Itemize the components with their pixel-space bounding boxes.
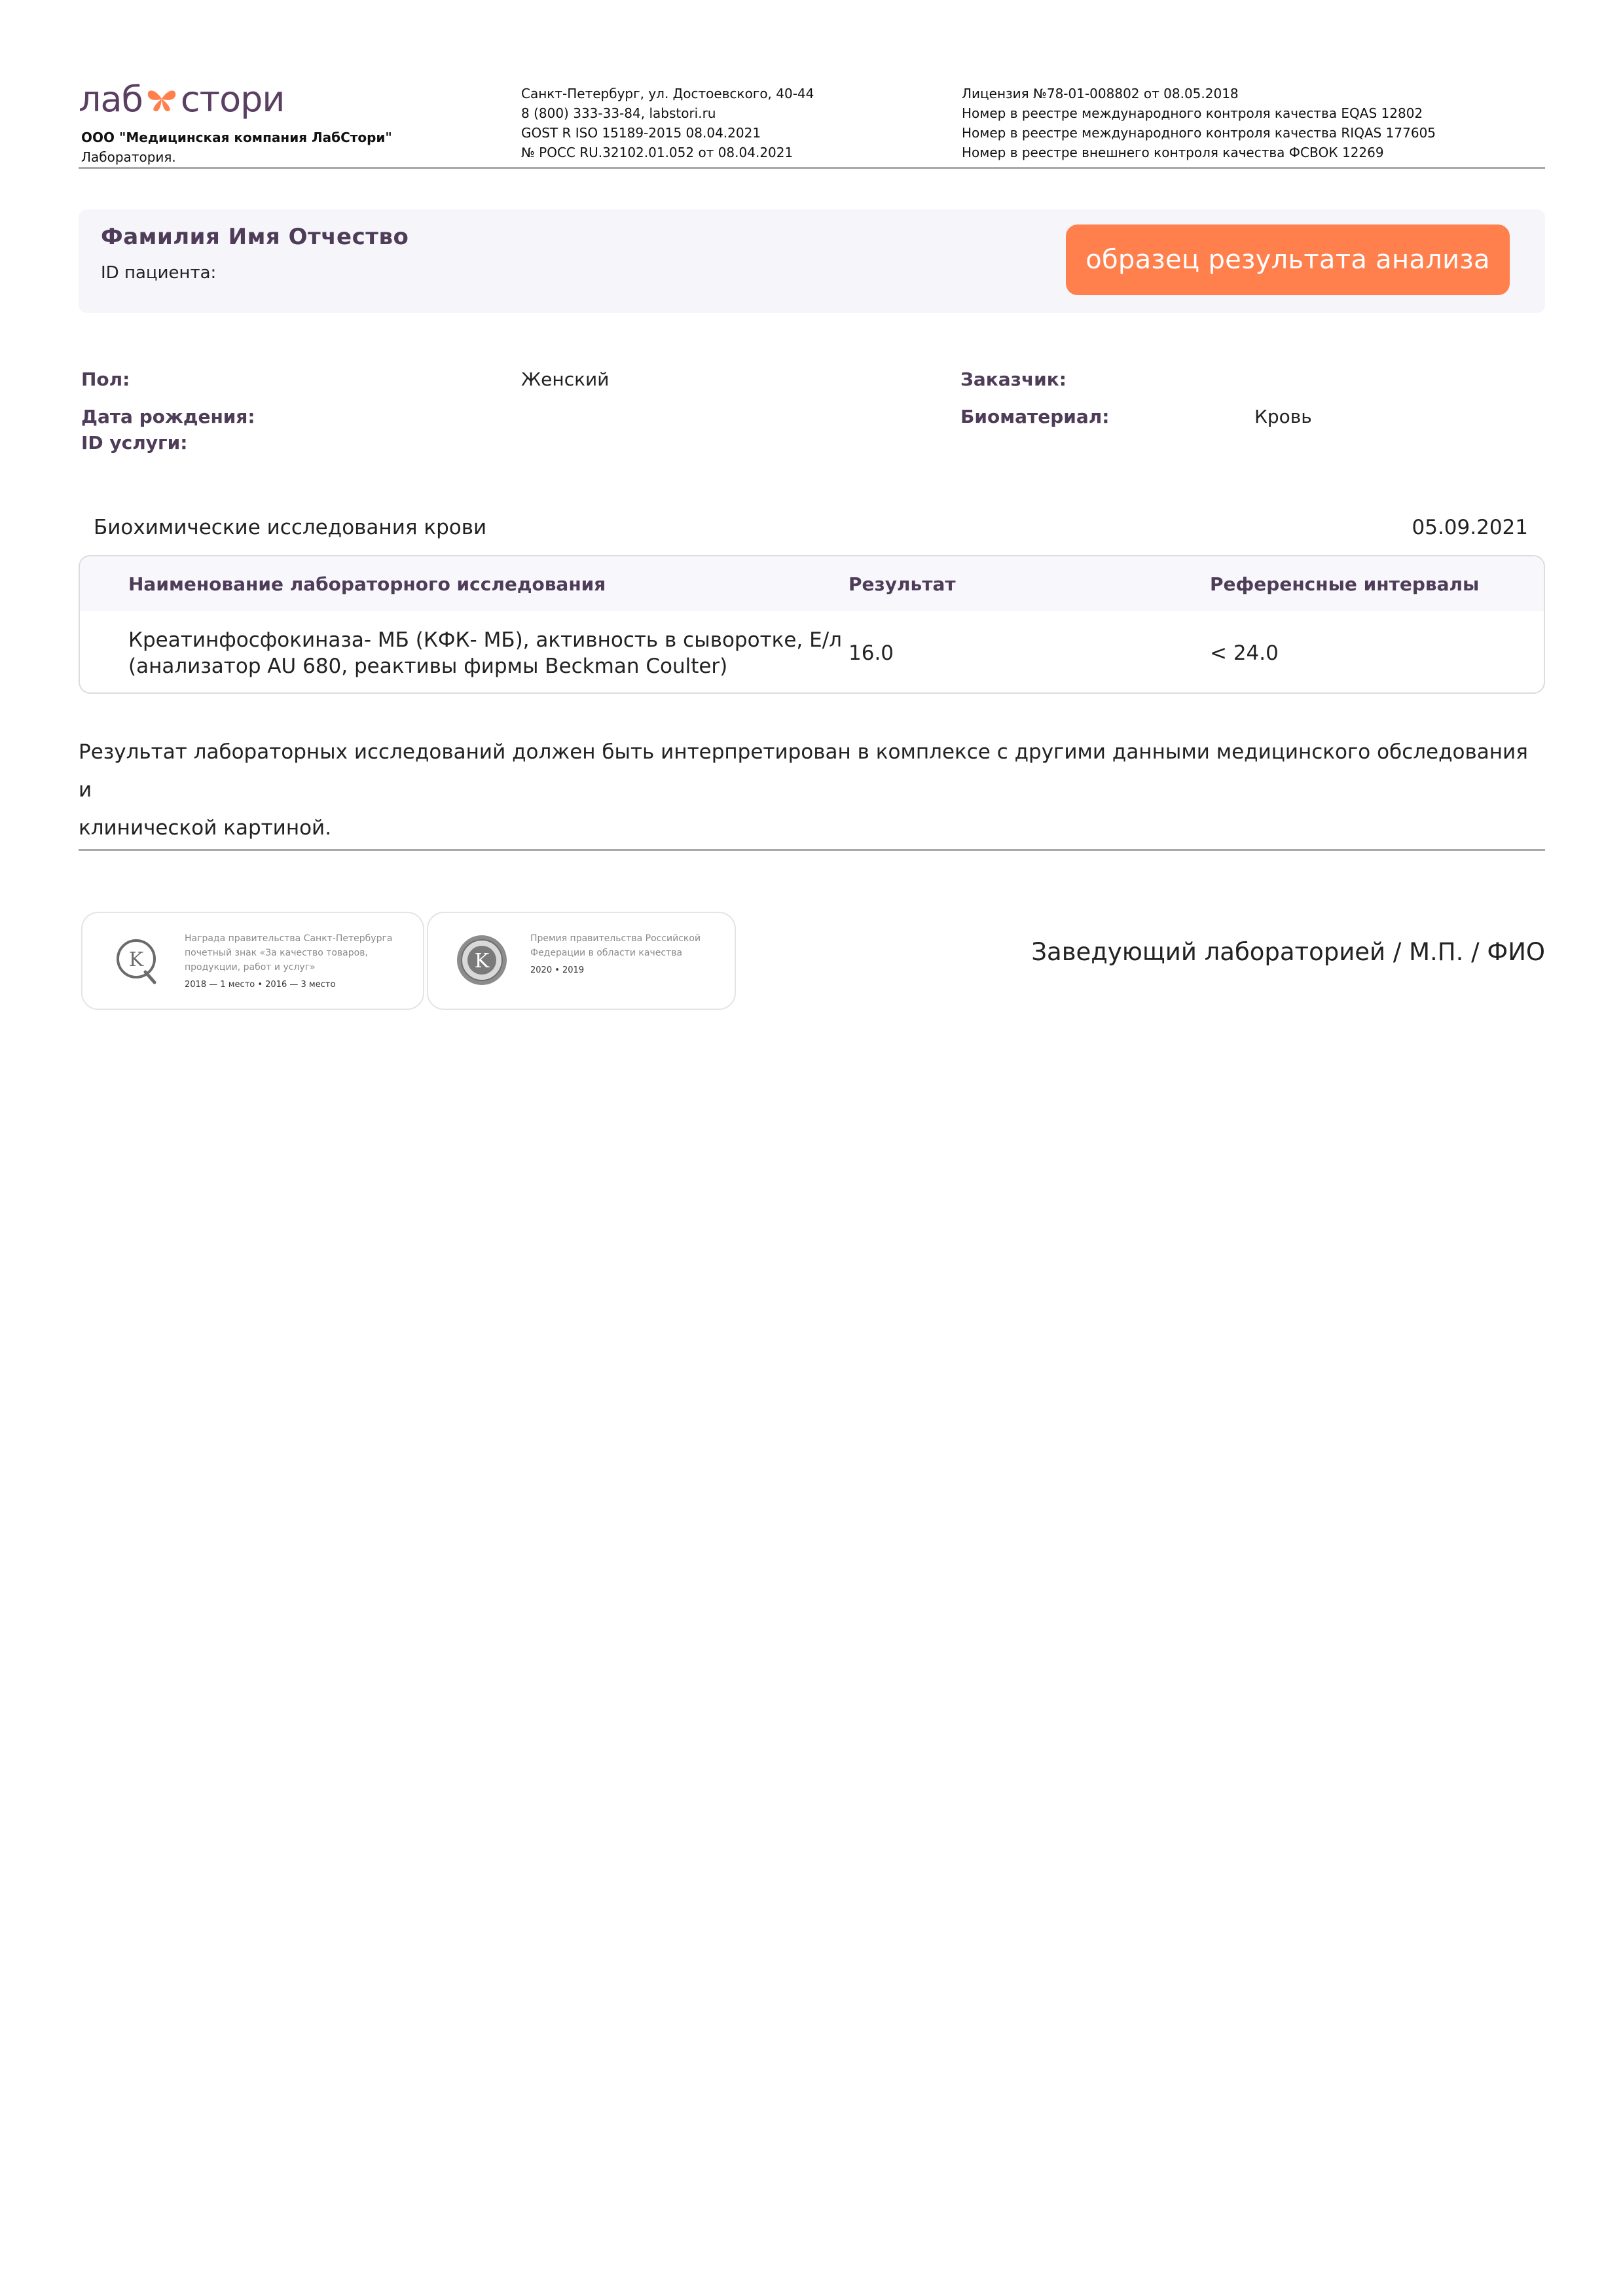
butterfly-logo-icon — [144, 81, 179, 117]
biomaterial-value: Кровь — [1254, 406, 1312, 427]
test-result: 16.0 — [848, 641, 894, 665]
quality-medal-icon — [453, 931, 511, 989]
sex-value: Женский — [521, 368, 610, 390]
award-text-line: Федерации в области качества — [530, 948, 683, 958]
logo-text-part2: стори — [180, 78, 285, 120]
customer-label: Заказчик: — [960, 368, 1067, 390]
license-line: Номер в реестре внешнего контроля качества ФСВОК 12269 — [962, 145, 1384, 160]
footer-divider — [79, 849, 1545, 851]
note-line: клинической картиной. — [79, 816, 332, 840]
test-name-line: Креатинфосфокиназа- МБ (КФК- МБ), активность в сыворотке, Е/л — [128, 628, 842, 652]
svg-text:K: K — [128, 948, 144, 971]
note-line: Результат лабораторных исследований должен быть интерпретирован в комплексе с другими данными медицинского обследования и — [79, 740, 1528, 802]
award-years: 2020 • 2019 — [530, 965, 585, 975]
sample-result-badge: образец результата анализа — [1066, 224, 1510, 295]
signature-line: Заведующий лабораторией / М.П. / ФИО — [1031, 938, 1545, 966]
contacts-column — [521, 84, 814, 162]
license-line: Лицензия №78-01-008802 от 08.05.2018 — [962, 86, 1239, 101]
report-header — [79, 72, 1545, 169]
biomaterial-label: Биоматериал: — [960, 406, 1110, 427]
results-table — [79, 555, 1545, 694]
results-table-header — [80, 556, 1544, 611]
patient-name: Фамилия Имя Отчество — [101, 224, 409, 250]
birth-date-label: Дата рождения: — [81, 406, 255, 427]
award-badge-spb — [81, 912, 424, 1010]
contact-line: № РОСС RU.32102.01.052 от 08.04.2021 — [521, 145, 793, 160]
award-text — [185, 931, 407, 975]
section-date: 05.09.2021 — [1412, 516, 1528, 539]
contact-line: GOST R ISO 15189-2015 08.04.2021 — [521, 125, 761, 141]
column-header-result: Результат — [848, 573, 956, 595]
svg-text:K: K — [474, 950, 490, 973]
licenses-column — [962, 84, 1436, 162]
column-header-test-name: Наименование лабораторного исследования — [128, 573, 606, 595]
patient-id-label: ID пациента: — [101, 263, 217, 283]
sex-label: Пол: — [81, 368, 130, 390]
test-name-line: (анализатор AU 680, реактивы фирмы Beckman Coulter) — [128, 655, 728, 678]
test-name — [128, 627, 842, 679]
interpretation-note — [79, 733, 1545, 847]
award-years: 2018 — 1 место • 2016 — 3 место — [185, 980, 336, 990]
company-name: ООО "Медицинская компания ЛабСтори" — [81, 130, 392, 145]
award-badge-rf — [427, 912, 736, 1010]
header-divider — [79, 167, 1545, 169]
patient-card — [79, 209, 1545, 313]
quality-mark-icon — [107, 931, 165, 989]
award-text — [530, 931, 753, 960]
award-text-line: почетный знак «За качество товаров, — [185, 948, 368, 958]
license-line: Номер в реестре международного контроля качества RIQAS 177605 — [962, 125, 1436, 141]
logo-text-part1: лаб — [79, 78, 143, 120]
award-text-line: продукции, работ и услуг» — [185, 962, 316, 973]
company-subtitle: Лаборатория. — [81, 149, 176, 165]
column-header-reference: Референсные интервалы — [1210, 573, 1480, 595]
license-line: Номер в реестре международного контроля качества EQAS 12802 — [962, 105, 1423, 121]
test-reference: < 24.0 — [1210, 641, 1279, 665]
contact-line: Санкт-Петербург, ул. Достоевского, 40-44 — [521, 86, 814, 101]
labstori-logo — [79, 76, 284, 122]
contact-line: 8 (800) 333-33-84, labstori.ru — [521, 105, 716, 121]
service-id-label: ID услуги: — [81, 432, 188, 454]
section-title: Биохимические исследования крови — [94, 516, 487, 539]
award-text-line: Премия правительства Российской — [530, 933, 701, 944]
award-text-line: Награда правительства Санкт-Петербурга — [185, 933, 393, 944]
